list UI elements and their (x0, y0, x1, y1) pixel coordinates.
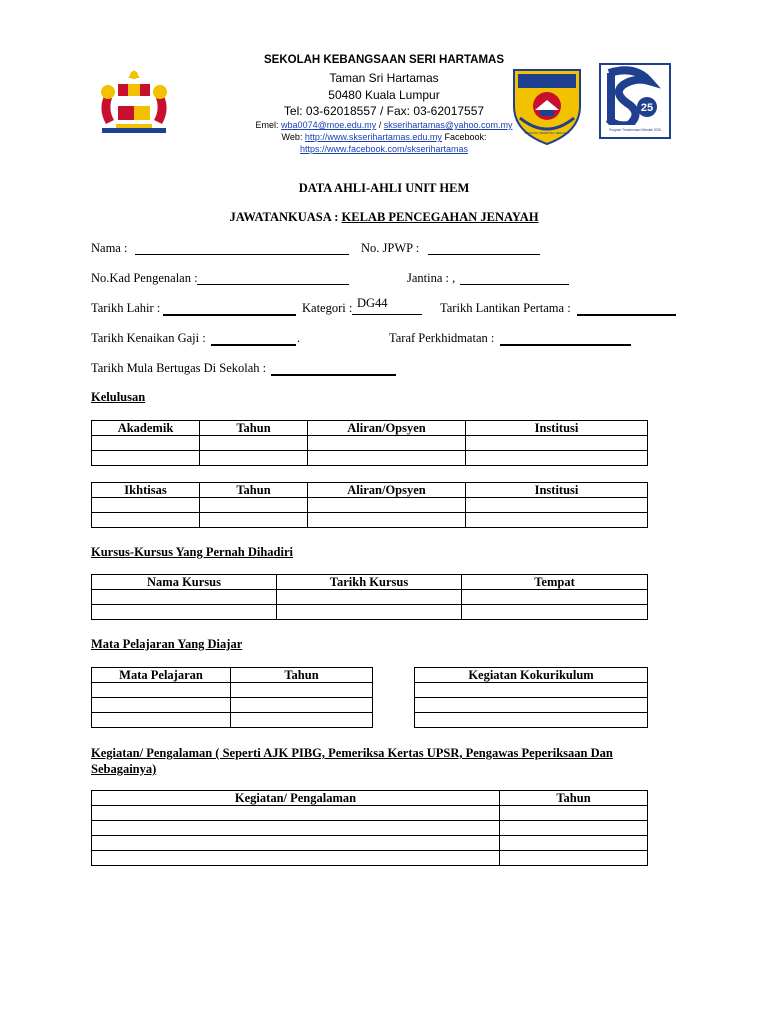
mata-pelajaran-heading: Mata Pelajaran Yang Diajar (91, 637, 243, 651)
tahun-header: Tahun (231, 668, 373, 683)
table-cell[interactable] (308, 513, 466, 528)
kategori-field[interactable] (352, 314, 422, 315)
akademik-header: Akademik (92, 421, 200, 436)
table-cell[interactable] (308, 451, 466, 466)
table-row (92, 590, 648, 605)
table-cell[interactable] (92, 683, 231, 698)
table-cell[interactable] (92, 698, 231, 713)
taraf-perkhidmatan-field[interactable] (500, 344, 631, 346)
table-row (92, 498, 648, 513)
tarikh-lantikan-label: Tarikh Lantikan Pertama : (440, 301, 571, 315)
kelulusan-heading: Kelulusan (91, 390, 146, 404)
table-cell[interactable] (500, 851, 648, 866)
table-cell[interactable] (466, 513, 648, 528)
mula-bertugas-label: Tarikh Mula Bertugas Di Sekolah : (91, 361, 267, 375)
table-cell[interactable] (92, 451, 200, 466)
ikhtisas-header: Ikhtisas (92, 483, 200, 498)
kokurikulum-table (414, 667, 648, 728)
tahun-header: Tahun (500, 791, 648, 806)
table-row (92, 683, 373, 698)
email-line (0, 120, 768, 130)
kegiatan-table (91, 790, 648, 866)
institusi-header: Institusi (466, 483, 648, 498)
email-separator: / (378, 120, 382, 130)
table-cell[interactable] (308, 436, 466, 451)
table-row (92, 698, 373, 713)
table-cell[interactable] (415, 683, 648, 698)
web-label: Web: (281, 132, 303, 142)
nama-kursus-header: Nama Kursus (92, 575, 277, 590)
table-cell[interactable] (200, 513, 308, 528)
table-cell[interactable] (277, 590, 462, 605)
page-title: DATA AHLI-AHLI UNIT HEM (298, 181, 470, 195)
logo-badge-text: 25 (640, 102, 654, 114)
kategori-label: Kategori : (302, 301, 353, 315)
nama-field[interactable] (135, 254, 349, 255)
table-cell[interactable] (92, 821, 500, 836)
kenaikan-gaji-field[interactable] (211, 344, 296, 346)
web-line (0, 132, 768, 142)
facebook-label: Facebook: (444, 132, 487, 142)
table-cell[interactable] (231, 683, 373, 698)
mata-pelajaran-table (91, 667, 373, 728)
jpwp-field[interactable] (428, 254, 540, 255)
table-row (415, 683, 648, 698)
table-cell[interactable] (92, 513, 200, 528)
institusi-header: Institusi (466, 421, 648, 436)
email-label: Emel: (255, 120, 279, 130)
tarikh-lantikan-field[interactable] (577, 314, 676, 316)
table-cell[interactable] (500, 836, 648, 851)
table-row (92, 836, 648, 851)
table-row (92, 713, 373, 728)
logo-motto-text: BERILMU, BERETIKA, BERJAYA (524, 131, 570, 135)
tarikh-lahir-label: Tarikh Lahir : (91, 301, 161, 315)
taraf-perkhidmatan-label: Taraf Perkhidmatan : (389, 331, 495, 345)
kad-pengenalan-field[interactable] (197, 284, 349, 285)
table-cell[interactable] (500, 806, 648, 821)
committee-value: KELAB PENCEGAHAN JENAYAH (341, 210, 539, 224)
table-cell[interactable] (415, 698, 648, 713)
table-row (92, 451, 648, 466)
nama-label: Nama : (91, 241, 128, 255)
table-row (415, 713, 648, 728)
school-name: SEKOLAH KEBANGSAAN SERI HARTAMAS (263, 54, 505, 66)
table-cell[interactable] (231, 698, 373, 713)
jpwp-label: No. JPWP : (361, 241, 420, 255)
table-cell[interactable] (462, 605, 648, 620)
table-cell[interactable] (92, 713, 231, 728)
committee-label: JAWATANKUASA : (229, 210, 339, 224)
table-row (92, 851, 648, 866)
table-cell[interactable] (308, 498, 466, 513)
aliran-header: Aliran/Opsyen (308, 483, 466, 498)
table-cell[interactable] (277, 605, 462, 620)
table-cell[interactable] (466, 498, 648, 513)
ikhtisas-table (91, 482, 648, 528)
jantina-label: Jantina : , (407, 271, 456, 285)
email-link-moe[interactable]: wba0074@moe.edu.my (281, 120, 377, 130)
table-cell[interactable] (92, 436, 200, 451)
table-cell[interactable] (466, 436, 648, 451)
kenaikan-gaji-label: Tarikh Kenaikan Gaji : (91, 331, 206, 345)
table-cell[interactable] (200, 436, 308, 451)
table-cell[interactable] (92, 590, 277, 605)
table-cell[interactable] (92, 836, 500, 851)
table-cell[interactable] (231, 713, 373, 728)
table-cell[interactable] (415, 713, 648, 728)
table-cell[interactable] (92, 605, 277, 620)
tahun-header: Tahun (200, 421, 308, 436)
tarikh-kursus-header: Tarikh Kursus (277, 575, 462, 590)
tempat-header: Tempat (462, 575, 648, 590)
table-row (92, 436, 648, 451)
tahun-header: Tahun (200, 483, 308, 498)
kursus-table (91, 574, 648, 620)
table-cell[interactable] (92, 851, 500, 866)
kategori-value: DG44 (357, 296, 388, 310)
table-row (92, 806, 648, 821)
address-line-1: Taman Sri Hartamas (329, 71, 439, 85)
table-row (92, 821, 648, 836)
table-row (92, 513, 648, 528)
table-cell[interactable] (92, 806, 500, 821)
kegiatan-heading-line-1: Kegiatan/ Pengalaman ( Seperti AJK PIBG, Pemeriksa Kertas UPSR, Pengawas Peperiksaan Dan (91, 746, 613, 760)
table-cell[interactable] (466, 451, 648, 466)
tarikh-lahir-field[interactable] (163, 314, 296, 316)
table-cell[interactable] (462, 590, 648, 605)
address-line-2: 50480 Kuala Lumpur (328, 88, 440, 102)
table-cell[interactable] (200, 451, 308, 466)
kegiatan-kokurikulum-header: Kegiatan Kokurikulum (415, 668, 648, 683)
facebook-line (0, 144, 768, 154)
web-link[interactable]: http://www.skserihartamas.edu.my (304, 132, 442, 142)
mula-bertugas-field[interactable] (271, 374, 396, 376)
kursus-heading: Kursus-Kursus Yang Pernah Dihadiri (91, 545, 294, 559)
facebook-link[interactable]: https://www.facebook.com/skserihartamas (299, 144, 469, 154)
jantina-field[interactable] (460, 284, 569, 285)
email-link-yahoo[interactable]: skserihartamas@yahoo.com.my (383, 120, 513, 130)
table-cell[interactable] (92, 498, 200, 513)
committee-line (0, 210, 768, 225)
kegiatan-pengalaman-header: Kegiatan/ Pengalaman (92, 791, 500, 806)
phone-fax: Tel: 03-62018557 / Fax: 03-62017557 (283, 104, 485, 118)
table-row (415, 698, 648, 713)
table-cell[interactable] (500, 821, 648, 836)
kad-pengenalan-label: No.Kad Pengenalan : (91, 271, 198, 285)
kegiatan-heading-line-2: Sebagainya) (91, 762, 157, 776)
aliran-header: Aliran/Opsyen (308, 421, 466, 436)
logo-subtitle-text: Program Transformasi Sekolah 2025 (609, 128, 661, 132)
kenaikan-gaji-dot: . (297, 331, 301, 345)
akademik-table (91, 420, 648, 466)
table-row (92, 605, 648, 620)
table-cell[interactable] (200, 498, 308, 513)
mata-pelajaran-header: Mata Pelajaran (92, 668, 231, 683)
